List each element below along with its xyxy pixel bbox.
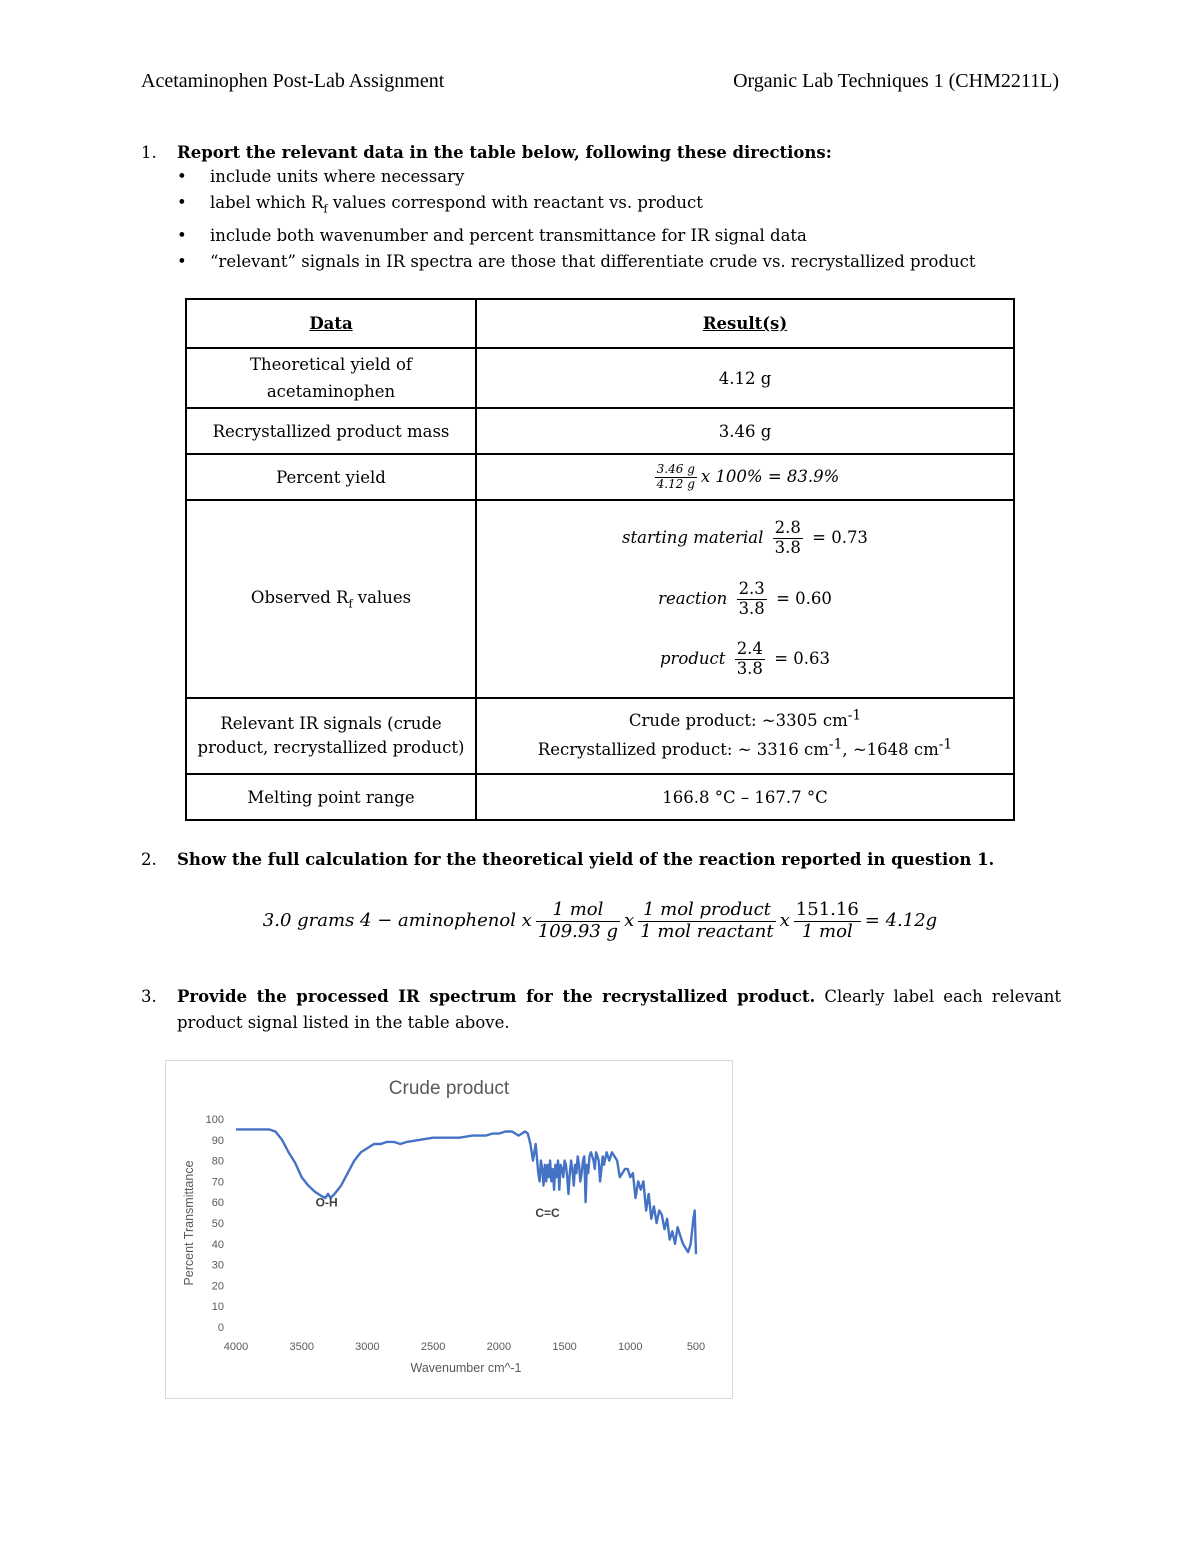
x-tick-label: 500: [686, 1341, 706, 1353]
results-table: [185, 298, 1015, 821]
question-3: [141, 984, 1061, 1036]
y-axis-label: Percent Transmittance: [182, 1160, 196, 1286]
percent-yield-value: $\frac{3.46 g}{4.12 g}$ x 100% = 83.9%: [476, 454, 1014, 500]
table-row: [186, 408, 1014, 454]
question-1: [141, 143, 1061, 275]
header-data: Data: [186, 299, 476, 348]
y-tick-label: 80: [211, 1155, 224, 1168]
y-tick-label: 70: [211, 1176, 224, 1189]
y-tick-label: 10: [211, 1301, 224, 1314]
percent-yield-label: Percent yield: [186, 454, 476, 500]
question-2-number: 2.: [141, 850, 157, 869]
ir-recrystallized: Recrystallized product: ~ 3316 $cm^{-1}$, ~1648 $cm^{-1}$: [537, 736, 953, 759]
y-tick-label: 50: [211, 1218, 224, 1230]
percent-yield-fraction: $\frac{3.46 g}{4.12 g}$: [656, 461, 695, 491]
y-tick-label: 60: [211, 1197, 224, 1210]
table-row: [186, 454, 1014, 500]
recrystallized-mass-value: 3.46 g: [476, 408, 1014, 454]
rf-product: product $\frac{2.4}{3.8}$ = 0.63: [659, 639, 830, 679]
x-tick-label: 2500: [420, 1341, 446, 1353]
ir-series-line: [236, 1129, 696, 1254]
question-3-instructions: Clearly label each relevant product signal listed in the table above.: [177, 987, 1061, 1032]
peak-annotation: O-H: [315, 1195, 338, 1210]
question-2-prompt: Show the full calculation for the theoretical yield of the reaction reported in question 1.: [177, 850, 995, 869]
question-3-number: 3.: [141, 987, 157, 1006]
direction-item: • include both wavenumber and percent transmittance for IR signal data: [141, 223, 1061, 249]
rf-starting-material: starting material $\frac{2.8}{3.8}$ = 0.73: [622, 517, 868, 557]
direction-list: [141, 164, 1061, 275]
x-tick-label: 4000: [223, 1341, 249, 1353]
x-tick-label: 2000: [486, 1341, 512, 1353]
direction-item: • label which $R_f$ values correspond with reactant vs. product: [141, 190, 1061, 223]
y-tick-label: 20: [211, 1280, 224, 1293]
chart-title: Crude product: [388, 1078, 510, 1099]
direction-item: • “relevant” signals in IR spectra are those that differentiate crude vs. recrystallized product: [141, 249, 1061, 275]
ir-signals-label: Relevant IR signals (crude product, recrystallized product): [186, 698, 476, 774]
ir-signals-value: [476, 698, 1014, 774]
y-tick-label: 0: [217, 1322, 224, 1334]
x-tick-label: 3000: [355, 1341, 380, 1353]
rf-reaction: reaction $\frac{2.3}{3.8}$ = 0.60: [658, 578, 832, 618]
table-row: [186, 500, 1014, 698]
ir-spectrum-chart: [165, 1060, 733, 1399]
theoretical-yield-equation: 3.0 grams 4 − aminophenol x $\frac{\text{1 mol}}{109.93 g}$ x $\frac{\text{1 mol product}}{\text{1 mol reactant}}$ x $\frac{151.16}{\text{1 mol}}$ = 4.12g: [262, 899, 938, 942]
direction-item: • include units where necessary: [141, 164, 1061, 190]
rf-values-label: Observed $R_f$ values: [186, 500, 476, 698]
ir-spectrum-svg: [166, 1061, 732, 1398]
x-tick-label: 1000: [618, 1341, 643, 1353]
x-axis-label: Wavenumber cm^-1: [410, 1361, 522, 1375]
rf-values-cell: [476, 500, 1014, 698]
question-1-prompt: Report the relevant data in the table below, following these directions:: [177, 143, 832, 162]
table-row: [186, 774, 1014, 820]
y-tick-label: 30: [211, 1259, 224, 1272]
table-header-row: [186, 299, 1014, 348]
ir-crude: Crude product: ~3305 $cm^{-1}$: [628, 707, 862, 730]
x-tick-label: 3500: [289, 1341, 314, 1353]
x-tick-label: 1500: [552, 1341, 577, 1353]
question-1-number: 1.: [141, 143, 157, 162]
header-right: Organic Lab Techniques 1 (CHM2211L): [733, 70, 1059, 92]
question-3-prompt: Provide the processed IR spectrum for the recrystallized product.: [177, 987, 816, 1006]
theoretical-yield-label: Theoretical yield of acetaminophen: [186, 348, 476, 408]
table-row: [186, 698, 1014, 774]
recrystallized-mass-label: Recrystallized product mass: [186, 408, 476, 454]
question-2: [141, 850, 1061, 869]
melting-point-label: Melting point range: [186, 774, 476, 820]
header-left: Acetaminophen Post-Lab Assignment: [141, 70, 445, 92]
peak-annotation: C=C: [535, 1205, 560, 1220]
y-tick-label: 90: [211, 1134, 224, 1147]
y-tick-label: 100: [205, 1114, 224, 1126]
y-tick-label: 40: [211, 1238, 224, 1251]
header-results: Result(s): [476, 299, 1014, 348]
theoretical-yield-value: 4.12 g: [476, 348, 1014, 408]
table-row: [186, 348, 1014, 408]
melting-point-value: 166.8 °C – 167.7 °C: [476, 774, 1014, 820]
